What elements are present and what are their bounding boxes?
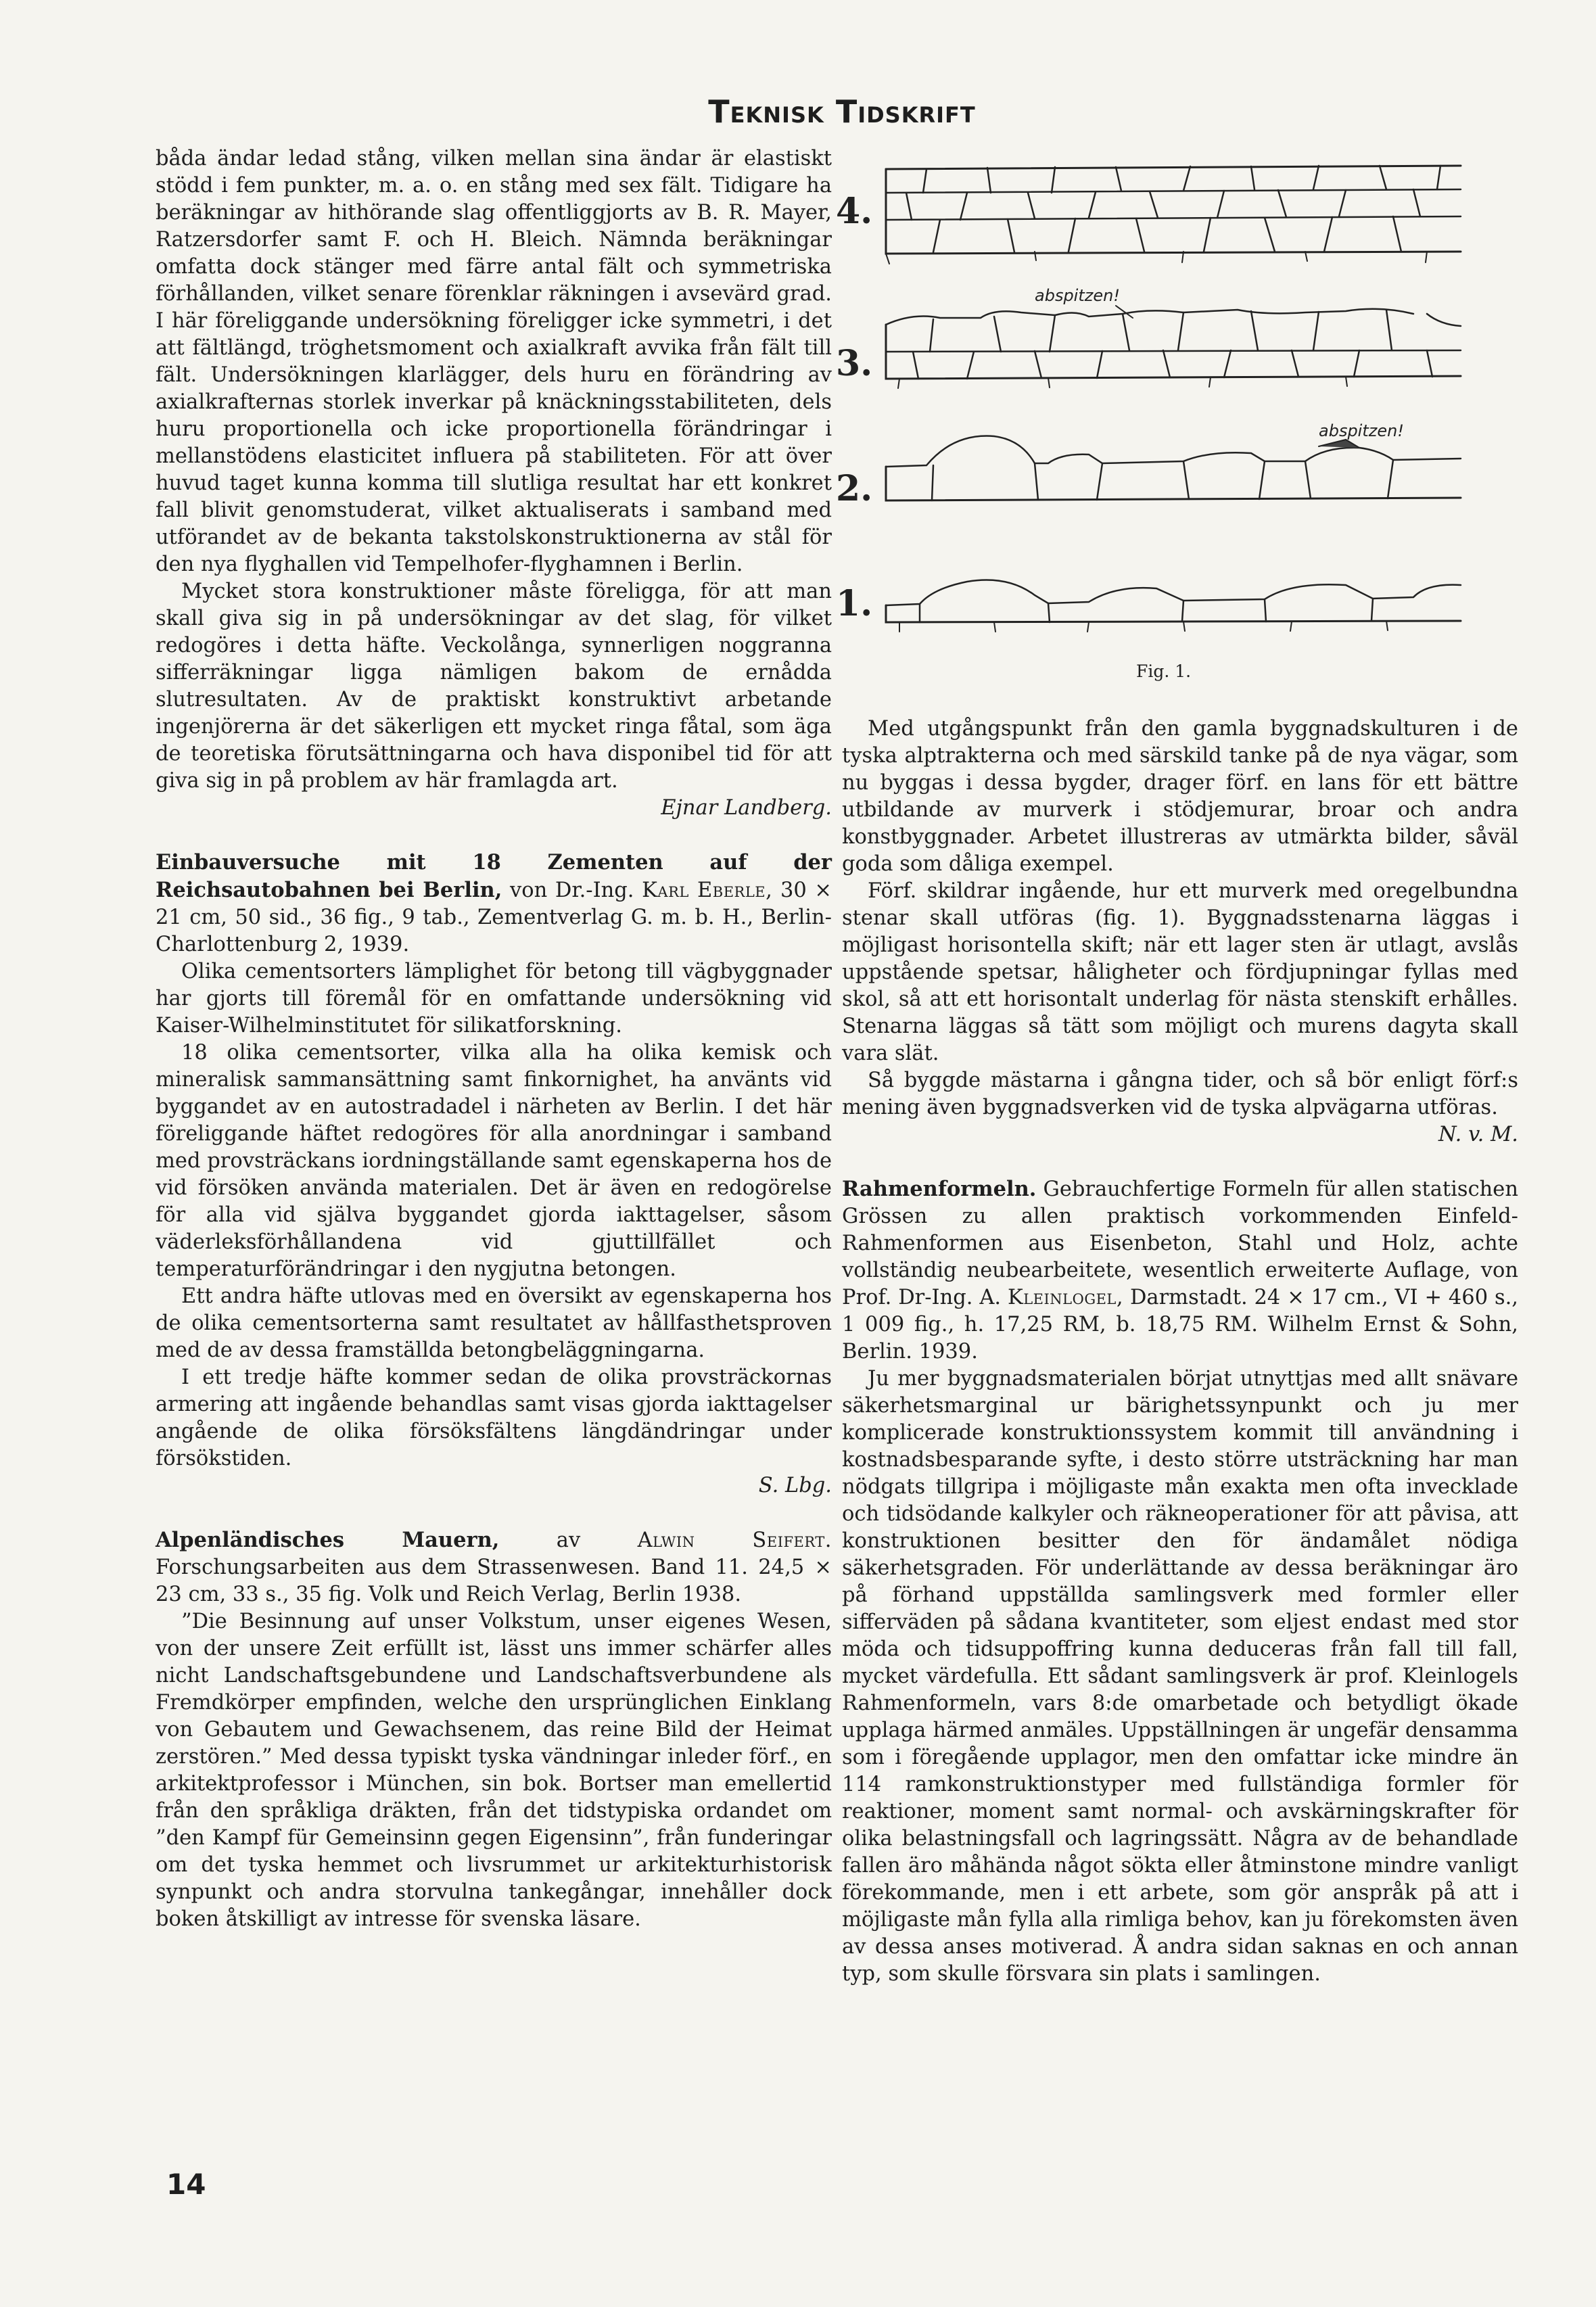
review-details: Forschungsarbeiten aus dem Strassenwesen. Band 11. 24,5 × 23 cm, 33 s., 35 fig. Volk und Reich Verlag, Berlin 1938. — [156, 1556, 832, 1606]
wall-stage-3 — [886, 286, 1461, 388]
review-einbauversuche-heading — [156, 849, 832, 958]
review-alpenlaendisches — [156, 1527, 832, 1933]
review-paragraph: Så byggde mästarna i gångna tider, och så bör enligt förf:s mening även byggnadsverken vid de tyska alpvägarna utföras. — [842, 1069, 1518, 1119]
review-title: Rahmenformeln. — [842, 1177, 1037, 1201]
wall-stage-2 — [886, 421, 1461, 500]
review-by: av — [556, 1529, 581, 1552]
review-alpenlaendisches-heading — [156, 1527, 832, 1608]
review-title: Einbauversuche mit 18 Zementen auf der Reichsautobahnen bei Berlin, — [156, 850, 832, 902]
masonry-drawing — [832, 156, 1488, 683]
row-label-3: 3. — [836, 343, 873, 384]
review-paragraph: 18 olika cementsorter, vilka alla ha olika kemisk och mineralisk sammansättning samt finkornighet, ha använts vid byggandet av en autostradadel i närheten av Berlin. I det här föreliggande häftet redogöres för alla anordningar i samband med provsträckans iordningställande samt egenskaperna hos de vid försöken använda materialen. Det är även en redogörelse för alla vid själva byggandet gjorda iakttagelser, såsom väderleksförhållandena vid gjuttillfället och temperaturförändringar i den nygjutna betongen. — [156, 1041, 832, 1281]
figure-caption: Fig. 1. — [1136, 661, 1192, 681]
review-paragraph: Med utgångspunkt från den gamla byggnadskulturen i de tyska alptrakterna och med särskild tanke på de nya vägar, som nu byggas i dessa bygder, drager förf. en lans för ett bättre utbildande av murverk i stödjemurar, broar och andra konstbyggnader. Arbetet illustreras av utmärkta bilder, såväl goda som dåliga exempel. — [842, 717, 1518, 876]
review-paragraph: Ett andra häfte utlovas med en översikt av egenskaperna hos de olika cementsorterna samt resultatet av hållfasthetsproven med de av dessa framställda betongbeläggningarna. — [156, 1284, 832, 1362]
intro-signature: Ejnar Landberg. — [661, 796, 832, 820]
right-column — [842, 716, 1518, 1988]
review-signature: N. v. M. — [1438, 1123, 1518, 1146]
review-author: Kleinlogel, — [1007, 1286, 1124, 1309]
row-label-1: 1. — [836, 583, 873, 624]
intro-paragraph-2: Mycket stora konstruktioner måste föreligga, för att man skall giva sig in på undersökningar av det slag, för vilket redogöres i detta häfte. Veckolånga, synnerligen noggranna sifferräkningar ligga nämligen bakom de ernådda slutresultaten. Av de praktiskt konstruktivt arbetande ingenjörerna är det säkerligen ett mycket ringa fåtal, som äga de teoretiska förutsättningarna och hava disponibel tid för att giva sig in på problem av här framlagda art. — [156, 580, 832, 793]
review-title: Alpenländisches Mauern, — [156, 1528, 500, 1552]
review-paragraph: ”Die Besinnung auf unser Volkstum, unser eigenes Wesen, von der unsere Zeit erfüllt ist, lässt uns immer schärfer alles nicht Landschaftsgebundene und Landschaftsverbundene als Fremdkörper empfinden, welche den ursprünglichen Einklang von Gebautem und Gewachsenem, das reine Bild der Heimat zerstören.” Med dessa typiskt tyska vändningar inleder förf., en arkitektprofessor i München, sin bok. Bortser man emellertid från den språkliga dräkten, från det tidstypiska ordandet om ”den Kampf für Gemeinsinn gegen Eigensinn”, från funderingar om det tyska hemmet och livsrummet ur arkitekturhistorisk synpunkt och andra storvulna tankegångar, innehåller dock boken åtskilligt av intresse för svenska läsare. — [156, 1610, 832, 1931]
wall-stage-1 — [886, 580, 1461, 632]
row-label-4: 4. — [836, 191, 873, 232]
review-details: 30 × 21 cm, 50 sid., 36 fig., 9 tab., Zementverlag G. m. b. H., Berlin-Charlottenburg 2, 1939. — [156, 879, 832, 956]
review-paragraph: I ett tredje häfte kommer sedan de olika provsträckornas armering att ingående behandlas samt visas gjorda iakttagelser angående de olika försöksfältens längdändringar under försökstiden. — [156, 1366, 832, 1470]
review-einbauversuche — [156, 849, 832, 1499]
review-paragraph: Ju mer byggnadsmaterialen börjat utnyttjas med allt snävare säkerhetsmarginal ur bärighetssynpunkt och ju mer komplicerade konstruktionssystem kommit till användning i kostnadsbesparande syfte, i desto större utsträckning har man nödgats tillgripa i möjligaste mån exakta men ofta invecklade och tidsödande kalkyler och räkneoperationer för att påvisa, att konstruktionen besitter den för ändamålet nödiga säkerhetsgraden. För underlättande av dessa beräkningar äro på förhand uppställda samlingsverk med formler eller sifferväden på sådana kvantiteter, som eljest endast med stor möda och tidsuppoffring kunna deduceras från fall till fall, mycket värdefulla. Ett sådant samlingsverk är prof. Kleinlogels Rahmenformeln, vars 8:de omarbetade och betydligt ökade upplaga härmed anmäles. Uppställningen är ungefär densamma som i föregående upplagor, men den omfattar icke mindre än 114 ramkonstruktionstyper med fullständiga formler för reaktioner, moment samt normal- och avskärningskrafter för olika belastningsfall och lagringssätt. Några av de behandlade fallen äro måhända något sökta eller åtminstone mindre vanligt förekommande, men i ett arbete, som gör anspråk på att i möjligaste mån fylla alla rimliga behov, kan ju förekomsten även av dessa anses motiverad. Å andra sidan saknas en och annan typ, som skulle försvara sin plats i samlingen. — [842, 1367, 1518, 1986]
wall-stage-4 — [886, 166, 1461, 264]
masonry-figure — [832, 156, 1488, 683]
row-label-2: 2. — [836, 468, 873, 509]
review-author: Karl Eberle, — [642, 879, 773, 902]
intro-paragraph-1: båda ändar ledad stång, vilken mellan sina ändar är elastiskt stödd i fem punkter, m. a. o. en stång med sex fält. Tidigare ha beräkningar av hithörande slag offentliggjorts av B. R. Mayer, Ratzersdorfer samt F. och H. Bleich. Nämnda beräkningar omfatta dock stänger med färre antal fält och symmetriska förhållanden, vilket senare förenklar räkningen i avsevärd grad. I här föreliggande undersökning föreligger icke symmetri, i det att fältlängd, tröghetsmoment och axialkraft avvika från fält till fält. Undersökningen klarlägger, dels huru en förändring av axialkrafternas storlek inverkar på knäckningsstabiliteten, dels huru proportionella och icke proportionella förändringar i mellanstödens elasticitet influera på stabiliteten. För att över huvud taget kunna komma till slutliga resultat har ett konkret fall blivit genomstuderat, vilket aktualiserats i samband med utförandet av de bekanta takstolskonstruktionerna av stål för den nya flyghallen vid Tempelhofer-flyghamnen i Berlin. — [156, 147, 832, 576]
page-number: 14 — [166, 2168, 206, 2201]
review-author: Alwin Seifert. — [637, 1529, 832, 1552]
review-rahmenformeln-heading — [842, 1175, 1518, 1366]
review-details: Darmstadt. 24 × 17 cm., VI + 460 s., 1 009 fig., h. 17,25 RM, b. 18,75 RM. Wilhelm Ernst & Sohn, Berlin. 1939. — [842, 1286, 1518, 1364]
review-by: von Dr.-Ing. — [510, 879, 634, 902]
review-signature: S. Lbg. — [758, 1474, 832, 1497]
review-paragraph: Olika cementsorters lämplighet för betong till vägbyggnader har gjorts till föremål för en omfattande undersökning vid Kaiser-Wilhelminstitutet för silikatforskning. — [156, 960, 832, 1038]
figure-annotation: abspitzen! — [1035, 286, 1120, 305]
review-details: Gebrauchfertige Formeln für allen statischen Grössen zu allen praktisch vorkommenden Einfeld-Rahmenformen aus Eisenbeton, Stahl und Holz, achte vollständig neubearbeitete, wesentlich erweiterte Auflage, von Prof. Dr-Ing. A. — [842, 1178, 1519, 1309]
review-rahmenformeln — [842, 1175, 1518, 1988]
review-paragraph: Förf. skildrar ingående, hur ett murverk med oregelbundna stenar skall utföras (fig. 1). Byggnadsstenarna läggas i möjligast horisontella skift; när ett lager sten är utlagt, avslås uppstående spetsar, håligheter och fördjupningar fyllas med skol, så att ett horisontalt underlag för nästa stenskift erhålles. Stenarna läggas så tätt som möjligt och murens dagyta skall vara slät. — [842, 879, 1518, 1065]
figure-annotation: abspitzen! — [1319, 421, 1404, 440]
journal-header: Teknisk Tidskrift — [708, 93, 976, 130]
left-column — [156, 145, 832, 1933]
